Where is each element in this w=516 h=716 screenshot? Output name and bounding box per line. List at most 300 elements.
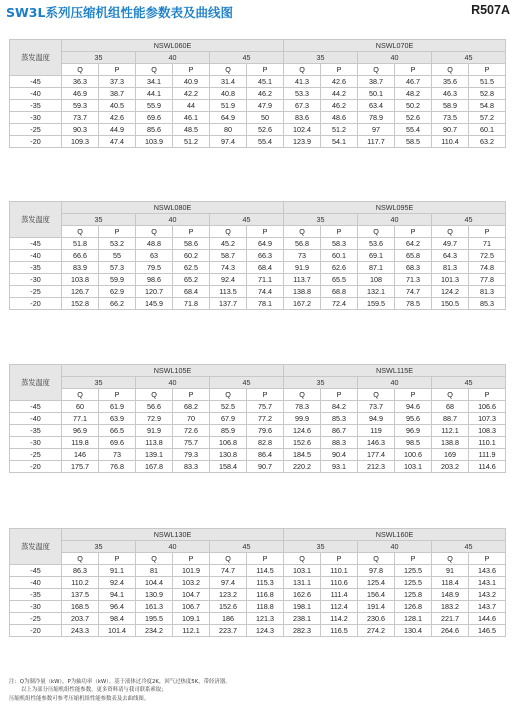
value-cell: 137.5 [62, 589, 99, 601]
value-cell: 125.5 [395, 565, 432, 577]
value-cell: 45.1 [247, 76, 284, 88]
value-cell: 64.2 [395, 238, 432, 250]
qp-subheader: P [469, 389, 506, 401]
value-cell: 87.1 [358, 262, 395, 274]
value-cell: 76.8 [99, 461, 136, 473]
value-cell: 94.1 [99, 589, 136, 601]
qp-subheader: P [99, 389, 136, 401]
page-title: SW3L系列压缩机组性能参数表及曲线图 [6, 5, 233, 20]
evaporating-temp-cell: -20 [10, 461, 62, 473]
condensing-temp-header: 40 [136, 541, 210, 553]
footnote-line: 注：Q为制冷量（kW），P为轴功率（kW）。基于液体过冷度2K，回气过热度5K，带经济器。 [9, 679, 231, 685]
qp-subheader: P [321, 389, 358, 401]
value-cell: 81.3 [469, 286, 506, 298]
value-cell: 48.2 [395, 88, 432, 100]
table-row [10, 589, 506, 601]
value-cell: 65.2 [173, 274, 210, 286]
value-cell: 93.1 [321, 461, 358, 473]
value-cell: 62.6 [321, 262, 358, 274]
qp-subheader: Q [210, 226, 247, 238]
qp-subheader: Q [432, 389, 469, 401]
value-cell: 274.2 [358, 625, 395, 637]
value-cell: 48.6 [321, 112, 358, 124]
value-cell: 221.7 [432, 613, 469, 625]
value-cell: 62.9 [99, 286, 136, 298]
value-cell: 103.1 [284, 565, 321, 577]
value-cell: 97.4 [210, 577, 247, 589]
value-cell: 145.9 [136, 298, 173, 310]
value-cell: 55.9 [136, 100, 173, 112]
value-cell: 60.1 [321, 250, 358, 262]
value-cell: 159.5 [358, 298, 395, 310]
value-cell: 46.2 [247, 88, 284, 100]
footnote-line: 以上为部分压缩机组性能参数，更多资料请与我司联系索取； [21, 687, 167, 694]
value-cell: 98.4 [99, 613, 136, 625]
value-cell: 162.6 [284, 589, 321, 601]
value-cell: 73.7 [358, 401, 395, 413]
value-cell: 88.7 [432, 413, 469, 425]
value-cell: 65.5 [321, 274, 358, 286]
qp-subheader: Q [62, 553, 99, 565]
value-cell: 103.8 [62, 274, 99, 286]
value-cell: 79.6 [247, 425, 284, 437]
value-cell: 72.5 [469, 250, 506, 262]
qp-subheader: Q [432, 226, 469, 238]
value-cell: 53.6 [358, 238, 395, 250]
value-cell: 55.4 [247, 136, 284, 148]
value-cell: 126.8 [395, 601, 432, 613]
qp-subheader: Q [432, 64, 469, 76]
condensing-temp-header: 40 [358, 541, 432, 553]
value-cell: 104.7 [173, 589, 210, 601]
qp-subheader: Q [432, 553, 469, 565]
value-cell: 31.4 [210, 76, 247, 88]
value-cell: 168.5 [62, 601, 99, 613]
qp-subheader: P [321, 64, 358, 76]
value-cell: 203.2 [432, 461, 469, 473]
value-cell: 66.5 [99, 425, 136, 437]
value-cell: 161.3 [136, 601, 173, 613]
qp-subheader: Q [136, 389, 173, 401]
value-cell: 71.8 [173, 298, 210, 310]
value-cell: 85.3 [469, 298, 506, 310]
value-cell: 115.3 [247, 577, 284, 589]
value-cell: 73.7 [62, 112, 99, 124]
value-cell: 83.6 [284, 112, 321, 124]
value-cell: 52.8 [469, 88, 506, 100]
qp-subheader: P [173, 64, 210, 76]
performance-table [9, 364, 506, 473]
value-cell: 131.1 [284, 577, 321, 589]
value-cell: 60 [62, 401, 99, 413]
value-cell: 130.8 [210, 449, 247, 461]
value-cell: 195.5 [136, 613, 173, 625]
value-cell: 198.1 [284, 601, 321, 613]
qp-subheader: Q [284, 553, 321, 565]
table-row [10, 250, 506, 262]
value-cell: 106.8 [210, 437, 247, 449]
value-cell: 103.9 [136, 136, 173, 148]
value-cell: 90.3 [62, 124, 99, 136]
value-cell: 67.9 [210, 413, 247, 425]
value-cell: 69.6 [136, 112, 173, 124]
model-name-header: NSWL060E [62, 40, 284, 52]
value-cell: 167.2 [284, 298, 321, 310]
value-cell: 124.3 [247, 625, 284, 637]
qp-subheader: Q [358, 389, 395, 401]
qp-subheader: Q [136, 553, 173, 565]
evaporating-temp-cell: -30 [10, 112, 62, 124]
value-cell: 125.5 [395, 577, 432, 589]
value-cell: 65.8 [395, 250, 432, 262]
value-cell: 191.4 [358, 601, 395, 613]
value-cell: 130.4 [395, 625, 432, 637]
value-cell: 112.4 [321, 601, 358, 613]
value-cell: 51.5 [469, 76, 506, 88]
value-cell: 55 [99, 250, 136, 262]
value-cell: 97.4 [210, 136, 247, 148]
qp-subheader: P [469, 226, 506, 238]
qp-subheader: P [395, 553, 432, 565]
value-cell: 74.4 [247, 286, 284, 298]
value-cell: 50.2 [395, 100, 432, 112]
table-row [10, 401, 506, 413]
condensing-temp-header: 40 [136, 214, 210, 226]
model-name-header: NSWL130E [62, 529, 284, 541]
row-header-label: 蒸发温度 [10, 202, 62, 238]
qp-subheader: Q [284, 64, 321, 76]
value-cell: 64.9 [247, 238, 284, 250]
value-cell: 53.3 [284, 88, 321, 100]
value-cell: 125.4 [358, 577, 395, 589]
value-cell: 116.8 [247, 589, 284, 601]
evaporating-temp-cell: -35 [10, 100, 62, 112]
value-cell: 220.2 [284, 461, 321, 473]
qp-subheader: P [99, 64, 136, 76]
value-cell: 119 [358, 425, 395, 437]
refrigerant-code: R507A [471, 3, 510, 17]
qp-subheader: P [173, 226, 210, 238]
performance-table [9, 201, 506, 310]
value-cell: 114.2 [321, 613, 358, 625]
value-cell: 119.8 [62, 437, 99, 449]
value-cell: 81 [136, 565, 173, 577]
value-cell: 41.3 [284, 76, 321, 88]
condensing-temp-header: 40 [136, 52, 210, 64]
value-cell: 90.7 [247, 461, 284, 473]
value-cell: 54.1 [321, 136, 358, 148]
value-cell: 77.1 [62, 413, 99, 425]
value-cell: 109.3 [62, 136, 99, 148]
value-cell: 60.2 [173, 250, 210, 262]
value-cell: 34.1 [136, 76, 173, 88]
evaporating-temp-cell: -25 [10, 449, 62, 461]
value-cell: 51.2 [173, 136, 210, 148]
value-cell: 51.2 [321, 124, 358, 136]
value-cell: 110.2 [62, 577, 99, 589]
value-cell: 64.3 [432, 250, 469, 262]
condensing-temp-header: 40 [358, 377, 432, 389]
value-cell: 52.5 [210, 401, 247, 413]
value-cell: 113.7 [284, 274, 321, 286]
qp-subheader: Q [358, 553, 395, 565]
value-cell: 71 [469, 238, 506, 250]
value-cell: 106.6 [469, 401, 506, 413]
value-cell: 62.5 [173, 262, 210, 274]
value-cell: 35.6 [432, 76, 469, 88]
table-row [10, 262, 506, 274]
table-row [10, 124, 506, 136]
value-cell: 46.3 [432, 88, 469, 100]
evaporating-temp-cell: -40 [10, 88, 62, 100]
qp-subheader: Q [136, 226, 173, 238]
value-cell: 66.3 [247, 250, 284, 262]
value-cell: 175.7 [62, 461, 99, 473]
value-cell: 55.4 [395, 124, 432, 136]
condensing-temp-header: 45 [210, 214, 284, 226]
value-cell: 77.8 [469, 274, 506, 286]
value-cell: 103.1 [395, 461, 432, 473]
value-cell: 120.7 [136, 286, 173, 298]
value-cell: 184.5 [284, 449, 321, 461]
value-cell: 63 [136, 250, 173, 262]
value-cell: 58.7 [210, 250, 247, 262]
table-row [10, 100, 506, 112]
value-cell: 63.2 [469, 136, 506, 148]
value-cell: 114.5 [247, 565, 284, 577]
value-cell: 169 [432, 449, 469, 461]
value-cell: 97 [358, 124, 395, 136]
model-name-header: NSWL070E [284, 40, 506, 52]
value-cell: 71.1 [247, 274, 284, 286]
value-cell: 102.4 [284, 124, 321, 136]
value-cell: 44.2 [321, 88, 358, 100]
value-cell: 238.1 [284, 613, 321, 625]
value-cell: 38.7 [358, 76, 395, 88]
row-header-label: 蒸发温度 [10, 365, 62, 401]
value-cell: 138.8 [284, 286, 321, 298]
value-cell: 74.3 [210, 262, 247, 274]
value-cell: 143.1 [469, 577, 506, 589]
value-cell: 40.8 [210, 88, 247, 100]
qp-subheader: P [469, 553, 506, 565]
qp-subheader: Q [210, 389, 247, 401]
value-cell: 85.6 [136, 124, 173, 136]
qp-subheader: P [395, 389, 432, 401]
qp-subheader: Q [210, 553, 247, 565]
qp-subheader: Q [62, 389, 99, 401]
table-row [10, 625, 506, 637]
value-cell: 63.9 [99, 413, 136, 425]
evaporating-temp-cell: -45 [10, 76, 62, 88]
qp-subheader: P [99, 553, 136, 565]
evaporating-temp-cell: -40 [10, 413, 62, 425]
model-name-header: NSWL160E [284, 529, 506, 541]
condensing-temp-header: 45 [432, 52, 506, 64]
value-cell: 74.7 [395, 286, 432, 298]
row-header-label: 蒸发温度 [10, 529, 62, 565]
value-cell: 40.9 [173, 76, 210, 88]
condensing-temp-header: 35 [62, 214, 136, 226]
qp-subheader: P [99, 226, 136, 238]
qp-subheader: P [247, 226, 284, 238]
value-cell: 68.3 [395, 262, 432, 274]
value-cell: 92.4 [210, 274, 247, 286]
table-row [10, 136, 506, 148]
table-row [10, 577, 506, 589]
value-cell: 264.6 [432, 625, 469, 637]
value-cell: 92.4 [99, 577, 136, 589]
value-cell: 64.9 [210, 112, 247, 124]
value-cell: 128.1 [395, 613, 432, 625]
qp-subheader: Q [210, 64, 247, 76]
value-cell: 51.8 [62, 238, 99, 250]
qp-subheader: Q [358, 64, 395, 76]
value-cell: 94.9 [358, 413, 395, 425]
value-cell: 79.3 [173, 449, 210, 461]
value-cell: 77.2 [247, 413, 284, 425]
value-cell: 90.7 [432, 124, 469, 136]
value-cell: 68.8 [321, 286, 358, 298]
value-cell: 48.8 [136, 238, 173, 250]
value-cell: 47.9 [247, 100, 284, 112]
value-cell: 51.9 [210, 100, 247, 112]
qp-subheader: P [469, 64, 506, 76]
value-cell: 54.8 [469, 100, 506, 112]
value-cell: 110.1 [321, 565, 358, 577]
value-cell: 117.7 [358, 136, 395, 148]
value-cell: 72.6 [173, 425, 210, 437]
value-cell: 68 [432, 401, 469, 413]
qp-subheader: Q [62, 64, 99, 76]
value-cell: 52.6 [395, 112, 432, 124]
value-cell: 100.6 [395, 449, 432, 461]
qp-subheader: Q [136, 64, 173, 76]
condensing-temp-header: 45 [210, 377, 284, 389]
value-cell: 99.9 [284, 413, 321, 425]
value-cell: 58.3 [321, 238, 358, 250]
qp-subheader: P [321, 553, 358, 565]
value-cell: 68.2 [173, 401, 210, 413]
value-cell: 118.8 [247, 601, 284, 613]
value-cell: 152.6 [210, 601, 247, 613]
value-cell: 74.8 [469, 262, 506, 274]
value-cell: 68.4 [173, 286, 210, 298]
value-cell: 107.3 [469, 413, 506, 425]
value-cell: 74.7 [210, 565, 247, 577]
qp-subheader: P [395, 64, 432, 76]
value-cell: 52.6 [247, 124, 284, 136]
value-cell: 203.7 [62, 613, 99, 625]
value-cell: 66.2 [99, 298, 136, 310]
value-cell: 118.4 [432, 577, 469, 589]
value-cell: 101.9 [173, 565, 210, 577]
value-cell: 73 [284, 250, 321, 262]
table-row [10, 613, 506, 625]
evaporating-temp-cell: -30 [10, 601, 62, 613]
value-cell: 91.1 [99, 565, 136, 577]
model-name-header: NSWL095E [284, 202, 506, 214]
table-row [10, 449, 506, 461]
value-cell: 46.2 [321, 100, 358, 112]
value-cell: 44.9 [99, 124, 136, 136]
value-cell: 42.2 [173, 88, 210, 100]
value-cell: 78.3 [284, 401, 321, 413]
evaporating-temp-cell: -25 [10, 124, 62, 136]
evaporating-temp-cell: -20 [10, 136, 62, 148]
value-cell: 90.4 [321, 449, 358, 461]
value-cell: 110.4 [432, 136, 469, 148]
value-cell: 101.3 [432, 274, 469, 286]
value-cell: 42.6 [99, 112, 136, 124]
value-cell: 144.6 [469, 613, 506, 625]
model-name-header: NSWL105E [62, 365, 284, 377]
condensing-temp-header: 40 [136, 377, 210, 389]
qp-subheader: P [247, 64, 284, 76]
value-cell: 108.3 [469, 425, 506, 437]
value-cell: 158.4 [210, 461, 247, 473]
condensing-temp-header: 40 [358, 52, 432, 64]
value-cell: 96.9 [395, 425, 432, 437]
value-cell: 88.3 [321, 437, 358, 449]
value-cell: 81.3 [432, 262, 469, 274]
value-cell: 123.9 [284, 136, 321, 148]
value-cell: 152.6 [284, 437, 321, 449]
value-cell: 44 [173, 100, 210, 112]
qp-subheader: Q [284, 389, 321, 401]
value-cell: 125.8 [395, 589, 432, 601]
value-cell: 223.7 [210, 625, 247, 637]
value-cell: 113.8 [136, 437, 173, 449]
value-cell: 95.6 [395, 413, 432, 425]
value-cell: 139.1 [136, 449, 173, 461]
value-cell: 126.7 [62, 286, 99, 298]
value-cell: 49.7 [432, 238, 469, 250]
value-cell: 143.6 [469, 565, 506, 577]
value-cell: 53.2 [99, 238, 136, 250]
evaporating-temp-cell: -20 [10, 298, 62, 310]
value-cell: 44.1 [136, 88, 173, 100]
table-row [10, 112, 506, 124]
value-cell: 91 [432, 565, 469, 577]
value-cell: 183.2 [432, 601, 469, 613]
value-cell: 111.4 [321, 589, 358, 601]
value-cell: 72.9 [136, 413, 173, 425]
value-cell: 212.3 [358, 461, 395, 473]
qp-subheader: P [247, 389, 284, 401]
condensing-temp-header: 35 [284, 541, 358, 553]
value-cell: 98.6 [136, 274, 173, 286]
condensing-temp-header: 45 [432, 377, 506, 389]
evaporating-temp-cell: -25 [10, 286, 62, 298]
value-cell: 106.7 [173, 601, 210, 613]
evaporating-temp-cell: -45 [10, 565, 62, 577]
value-cell: 46.1 [173, 112, 210, 124]
table-row [10, 274, 506, 286]
value-cell: 46.9 [62, 88, 99, 100]
value-cell: 79.5 [136, 262, 173, 274]
evaporating-temp-cell: -45 [10, 238, 62, 250]
model-name-header: NSWL080E [62, 202, 284, 214]
evaporating-temp-cell: -35 [10, 262, 62, 274]
value-cell: 58.5 [395, 136, 432, 148]
value-cell: 59.9 [99, 274, 136, 286]
condensing-temp-header: 35 [62, 541, 136, 553]
value-cell: 67.3 [284, 100, 321, 112]
value-cell: 94.6 [395, 401, 432, 413]
value-cell: 86.3 [62, 565, 99, 577]
value-cell: 121.3 [247, 613, 284, 625]
